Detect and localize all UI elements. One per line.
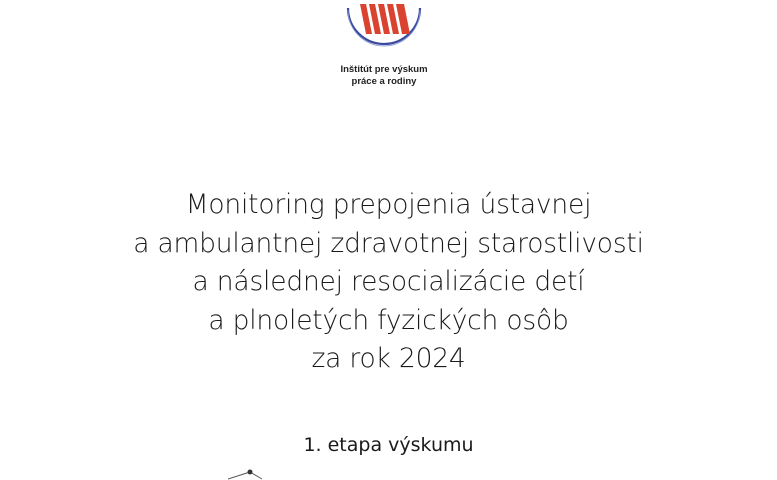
institute-name-line1: Inštitút pre výskum <box>340 64 428 75</box>
institute-name-line2: práce a rodiny <box>351 76 417 87</box>
document-subtitle: 1. etapa výskumu <box>303 434 474 456</box>
institute-logo-text <box>318 64 450 88</box>
document-title <box>0 186 777 379</box>
institute-logo <box>318 0 450 98</box>
title-line-2: a ambulantnej zdravotnej starostlivosti <box>133 227 644 259</box>
title-line-5: za rok 2024 <box>311 343 466 374</box>
title-line-1: Monitoring prepojenia ústavnej <box>185 189 592 220</box>
decorative-network-icon <box>228 468 288 480</box>
institute-logo-emblem-icon <box>340 0 428 60</box>
title-line-3: a následnej resocializácie detí <box>192 266 585 297</box>
title-line-4: a plnoletých fyzických osôb <box>208 304 569 336</box>
